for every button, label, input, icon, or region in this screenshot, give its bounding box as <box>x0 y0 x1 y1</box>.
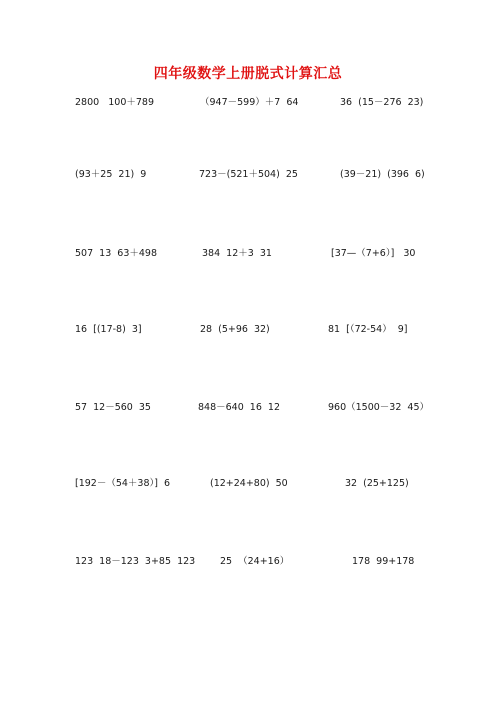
problem-item: (39－21) (396 6) <box>340 169 425 180</box>
problem-item: 32 (25+125) <box>345 478 409 489</box>
problem-row <box>0 323 496 339</box>
problem-row <box>0 168 496 184</box>
problem-item: [37—（7+6）] 30 <box>331 248 416 259</box>
problem-item: （947－599）＋7 64 <box>200 97 299 108</box>
problem-item: 16 [(17-8) 3] <box>75 324 142 335</box>
problem-item: 507 13 63＋498 <box>75 248 158 259</box>
page-title: 四年级数学上册脱式计算汇总 <box>153 66 343 82</box>
problem-row <box>0 96 496 112</box>
problem-item: 723－(521＋504) 25 <box>199 169 298 180</box>
problem-item: 57 12－560 35 <box>75 402 151 413</box>
problem-item: (93＋25 21) 9 <box>75 169 147 180</box>
problem-item: (12+24+80) 50 <box>210 478 288 489</box>
problem-item: 384 12＋3 31 <box>202 248 272 259</box>
problem-item: 178 99+178 <box>352 556 415 567</box>
problem-item: 28 (5+96 32) <box>200 324 270 335</box>
problem-item: 848－640 16 12 <box>198 402 281 413</box>
problem-item: 123 18－123 3+85 123 <box>75 556 196 567</box>
problem-row <box>0 247 496 263</box>
problem-item: 2800 100＋789 <box>75 97 155 108</box>
problem-row <box>0 555 496 571</box>
problem-item: 36 (15－276 23) <box>340 97 424 108</box>
problem-row <box>0 401 496 417</box>
problem-item: 81 [（72-54） 9] <box>328 324 408 335</box>
problem-row <box>0 477 496 493</box>
problem-item: 960（1500－32 45） <box>328 402 430 413</box>
problem-item: 25 （24+16） <box>220 556 290 567</box>
problem-item: [192－（54＋38）] 6 <box>75 478 171 489</box>
